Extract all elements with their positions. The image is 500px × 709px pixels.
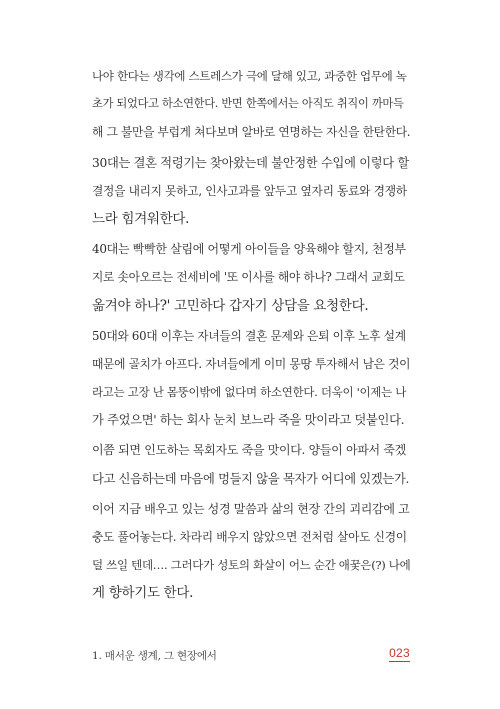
body-text — [92, 62, 410, 610]
text-line: 나야 한다는 생각에 스트레스가 극에 달해 있고, 과중한 업무에 녹 — [92, 69, 407, 83]
paragraph-5 — [92, 436, 410, 492]
page-footer — [92, 646, 410, 666]
text-line: 초가 되었다고 하소연한다. 반면 한쪽에서는 아직도 취직이 까마득 — [92, 97, 404, 111]
text-line: 라고는 고장 난 몸뚱이밖에 없다며 하소연한다. 더욱이 '이제는 나 — [92, 385, 407, 400]
paragraph-4 — [92, 322, 410, 435]
text-line: 느라 힘겨워한다. — [92, 210, 190, 227]
paragraph-1 — [92, 62, 410, 147]
text-line: 때문에 골치가 아프다. 자녀들에게 이미 몽땅 투자해서 남은 것이 — [92, 356, 410, 371]
text-line: 게 향하기도 한다. — [92, 585, 194, 602]
paragraph-3 — [92, 235, 410, 320]
text-line: 해 그 불만을 부럽게 쳐다보며 알바로 연명하는 자신을 한탄한다. — [92, 125, 410, 140]
text-line: 30대는 결혼 적령기는 찾아왔는데 불안정한 수입에 이렇다 할 — [92, 155, 409, 170]
text-line: 가 주었으면' 하는 회사 눈치 보느라 죽을 맛이라고 덧붙인다. — [92, 413, 405, 428]
text-line: 다고 신음하는데 마음에 멍들지 않을 목자가 어디에 있겠는가. — [92, 471, 410, 486]
page-number: 023 — [389, 646, 410, 660]
text-line: 결정을 내리지 못하고, 인사고과를 앞두고 옆자리 동료와 경쟁하 — [92, 183, 407, 198]
text-line: 40대는 빡빡한 살림에 어떻게 아이들을 양육해야 할지, 천정부 — [92, 242, 406, 257]
text-line: 옮겨야 하나?' 고민하다 갑자기 상담을 요청한다. — [92, 297, 369, 314]
text-line: 덜 쓰일 텐데…. 그러다가 성토의 화살이 어느 순간 애꿎은(?) 나에 — [92, 558, 410, 573]
paragraph-2 — [92, 149, 410, 234]
paragraph-6 — [92, 495, 410, 608]
text-line: 충도 풀어놓는다. 차라리 배우지 않았으면 전처럼 살아도 신경이 — [92, 530, 407, 544]
text-line: 50대와 60대 이후는 자녀들의 결혼 문제와 은퇴 이후 노후 설계 — [92, 328, 406, 343]
running-head: 1. 매서운 생계, 그 현장에서 — [92, 650, 217, 662]
text-line: 이쯤 되면 인도하는 목회자도 죽을 맛이다. 양들이 아파서 죽겠 — [92, 443, 406, 458]
text-line: 이어 지금 배우고 있는 성경 말씀과 삶의 현장 간의 괴리감에 고 — [92, 501, 410, 516]
text-line: 지로 솟아오르는 전세비에 '또 이사를 해야 하나? 그래서 교회도 — [92, 270, 405, 285]
